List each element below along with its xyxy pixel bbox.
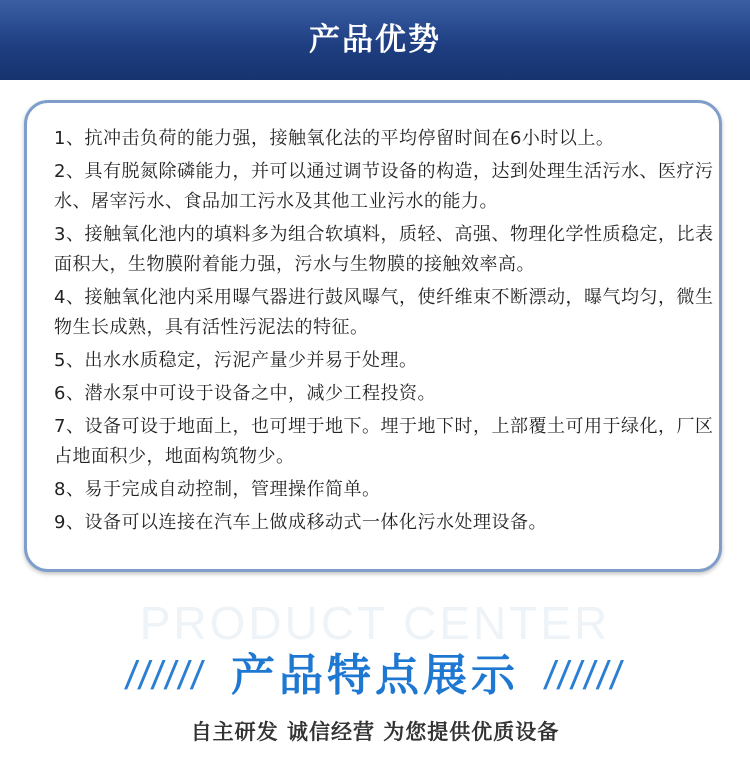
slogan: 自主研发 诚信经营 为您提供优质设备 — [190, 720, 560, 744]
feature-item: 7、设备可设于地面上，也可埋于地下。埋于地下时，上部覆土可用于绿化，厂区占地面积少，地面构筑物少。 — [54, 416, 714, 467]
feature-item: 1、抗冲击负荷的能力强，接触氧化法的平均停留时间在6小时以上。 — [54, 128, 615, 149]
feature-item: 4、接触氧化池内采用曝气器进行鼓风曝气，使纤维束不断漂动，曝气均匀，微生物生长成熟，具有活性污泥法的特征。 — [54, 287, 714, 338]
section-title-row — [0, 648, 750, 704]
feature-item: 9、设备可以连接在汽车上做成移动式一体化污水处理设备。 — [54, 512, 547, 533]
watermark-text: PRODUCT CENTER — [139, 597, 611, 649]
feature-item: 5、出水水质稳定，污泥产量少并易于处理。 — [54, 350, 418, 371]
right-slash-decoration: ////// — [541, 654, 627, 698]
header-title: 产品优势 — [309, 21, 441, 58]
header-banner — [0, 0, 750, 80]
section-title: 产品特点展示 — [231, 650, 519, 701]
feature-item: 3、接触氧化池内的填料多为组合软填料，质轻、高强、物理化学性质稳定，比表面积大，生物膜附着能力强，污水与生物膜的接触效率高。 — [54, 224, 714, 275]
feature-item: 2、具有脱氮除磷能力，并可以通过调节设备的构造，达到处理生活污水、医疗污水、屠宰污水、食品加工污水及其他工业污水的能力。 — [54, 161, 714, 212]
feature-item: 8、易于完成自动控制，管理操作简单。 — [54, 479, 381, 500]
features-list — [54, 124, 714, 541]
left-slash-decoration: ////// — [123, 654, 209, 698]
feature-item: 6、潜水泵中可设于设备之中，减少工程投资。 — [54, 383, 436, 404]
